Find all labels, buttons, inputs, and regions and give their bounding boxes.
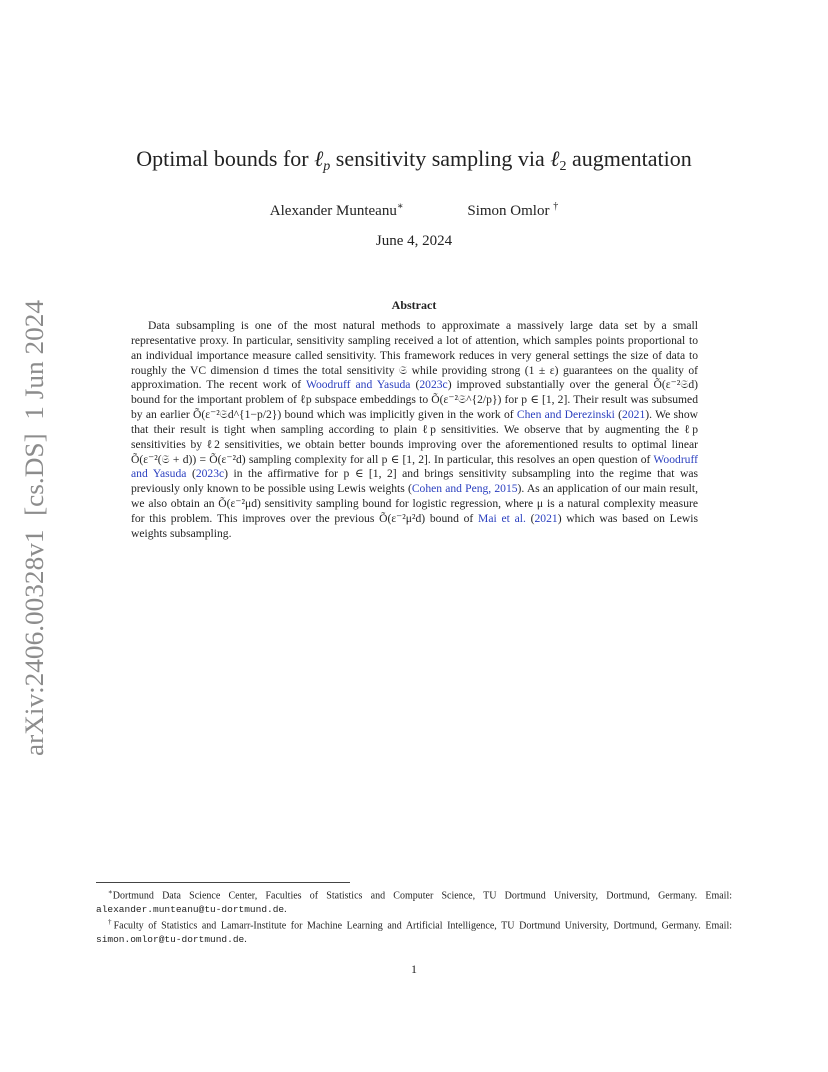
title-ell-2: ℓ xyxy=(550,146,560,171)
title-part-3: augmentation xyxy=(566,146,692,171)
footnote-divider xyxy=(96,882,350,883)
abstract-text-4: ( xyxy=(614,408,623,422)
author-2 xyxy=(467,201,558,220)
footnote-2-email[interactable]: simon.omlor@tu-dortmund.de xyxy=(96,934,245,946)
author-2-footnote-mark[interactable]: † xyxy=(553,201,559,212)
citation-year-2023c-2[interactable]: 2023c xyxy=(195,467,225,481)
citation-mai-et-al[interactable]: Mai et al. xyxy=(478,511,526,525)
abstract-text-7: ) in the affirmative for p ∈ [1, 2] and brings sensitivity subsampling into the regime that was previously only known to be possible using Lewis weights ( xyxy=(131,467,698,496)
footnote-2 xyxy=(96,916,732,946)
citation-woodruff-yasuda-2[interactable]: Woodruff and Yasuda xyxy=(131,452,698,481)
abstract-text-10: ) which was based on Lewis weights subsampling. xyxy=(131,511,699,540)
citation-chen-derezinski[interactable]: Chen and Derezinski xyxy=(516,408,615,422)
citation-year-2021-mai[interactable]: 2021 xyxy=(534,511,558,525)
arxiv-identifier-stamp xyxy=(14,300,50,756)
abstract-body xyxy=(131,319,698,542)
footnote-2-text: Faculty of Statistics and Lamarr-Institute for Machine Learning and Artificial Intelligence, TU Dortmund University, Dortmund, Germany. Email: xyxy=(113,920,732,932)
paper-date: June 4, 2024 xyxy=(375,233,453,249)
title-subscript-p: p xyxy=(323,159,331,174)
footnote-1-mark: ∗ xyxy=(108,888,113,896)
author-2-name: Simon Omlor xyxy=(467,203,554,219)
title-ell-1: ℓ xyxy=(314,146,324,171)
arxiv-identifier-text: arXiv:2406.00328v1 [cs.DS] 1 Jun 2024 xyxy=(20,321,49,756)
title-subscript-2: 2 xyxy=(559,159,567,174)
footnote-1 xyxy=(96,886,732,916)
footnote-1-email[interactable]: alexander.munteanu@tu-dortmund.de xyxy=(96,903,285,915)
citation-year-2021[interactable]: 2021 xyxy=(622,408,646,422)
author-1-footnote-mark[interactable]: ∗ xyxy=(396,201,404,212)
title-part-1: Optimal bounds for xyxy=(136,146,315,171)
abstract-text-9: ( xyxy=(525,511,535,525)
citation-year-2023c[interactable]: 2023c xyxy=(419,378,448,392)
author-1-name: Alexander Munteanu xyxy=(269,203,397,219)
footnotes xyxy=(96,886,732,947)
abstract-heading: Abstract xyxy=(391,298,437,312)
abstract-paragraph xyxy=(131,319,698,542)
paper-title xyxy=(0,146,828,175)
citation-cohen-peng[interactable]: Cohen and Peng, 2015 xyxy=(411,482,518,496)
footnote-1-end: . xyxy=(284,903,287,915)
page-number: 1 xyxy=(411,962,417,976)
author-1 xyxy=(270,201,404,220)
author-list xyxy=(0,201,828,220)
abstract-text-1: Data subsampling is one of the most natural methods to approximate a massively large data set by a small representative proxy. In particular, sensitivity sampling received a lot of attention, which samples points proportional to an individual importance measure called sensitivity. This framework reduces in very general settings the size of data to roughly the VC dimension d times the total sensitivity 𝔖 while providing strong (1 ± ε) guarantees on the quality of approximation. The recent work of xyxy=(131,319,698,392)
abstract-text-8: ). As an application of our main result, we also obtain an Õ(ε⁻²μd) sensitivity sampling bound for logistic regression, where μ is a natural complexity measure for this problem. This improves over the previous Õ(ε⁻²μ²d) bound of xyxy=(131,482,698,525)
abstract-text-6: ( xyxy=(186,467,196,481)
abstract-text-3: ) improved substantially over the general Õ(ε⁻²𝔖d) bound for the important problem of ℓp subspace embeddings to Õ(ε⁻²𝔖^{2/p}) for p ∈ [1, 2]. Their result was subsumed by an earlier Õ(ε⁻²𝔖d^{1−p/2}) bound which was implicitly given in the work of xyxy=(131,378,698,422)
abstract-text-5: ). We show that their result is tight when sampling according to plain ℓp sensitivities. We observe that by augmenting the ℓp sensitivities by ℓ2 sensitivities, we obtain better bounds improving over the aforementioned results to optimal linear Õ(ε⁻²(𝔖 + d)) = Õ(ε⁻²d) sampling complexity for all p ∈ [1, 2]. In particular, this resolves an open question of xyxy=(131,408,698,466)
citation-woodruff-yasuda[interactable]: Woodruff and Yasuda xyxy=(305,378,411,392)
title-part-2: sensitivity sampling via xyxy=(330,146,551,171)
footnote-2-end: . xyxy=(244,934,247,946)
footnote-2-mark: † xyxy=(108,918,114,927)
footnote-1-text: Dortmund Data Science Center, Faculties of Statistics and Computer Science, TU Dortmund University, Dortmund, Germany. Email: xyxy=(112,890,732,902)
abstract-text-2: ( xyxy=(410,378,420,392)
